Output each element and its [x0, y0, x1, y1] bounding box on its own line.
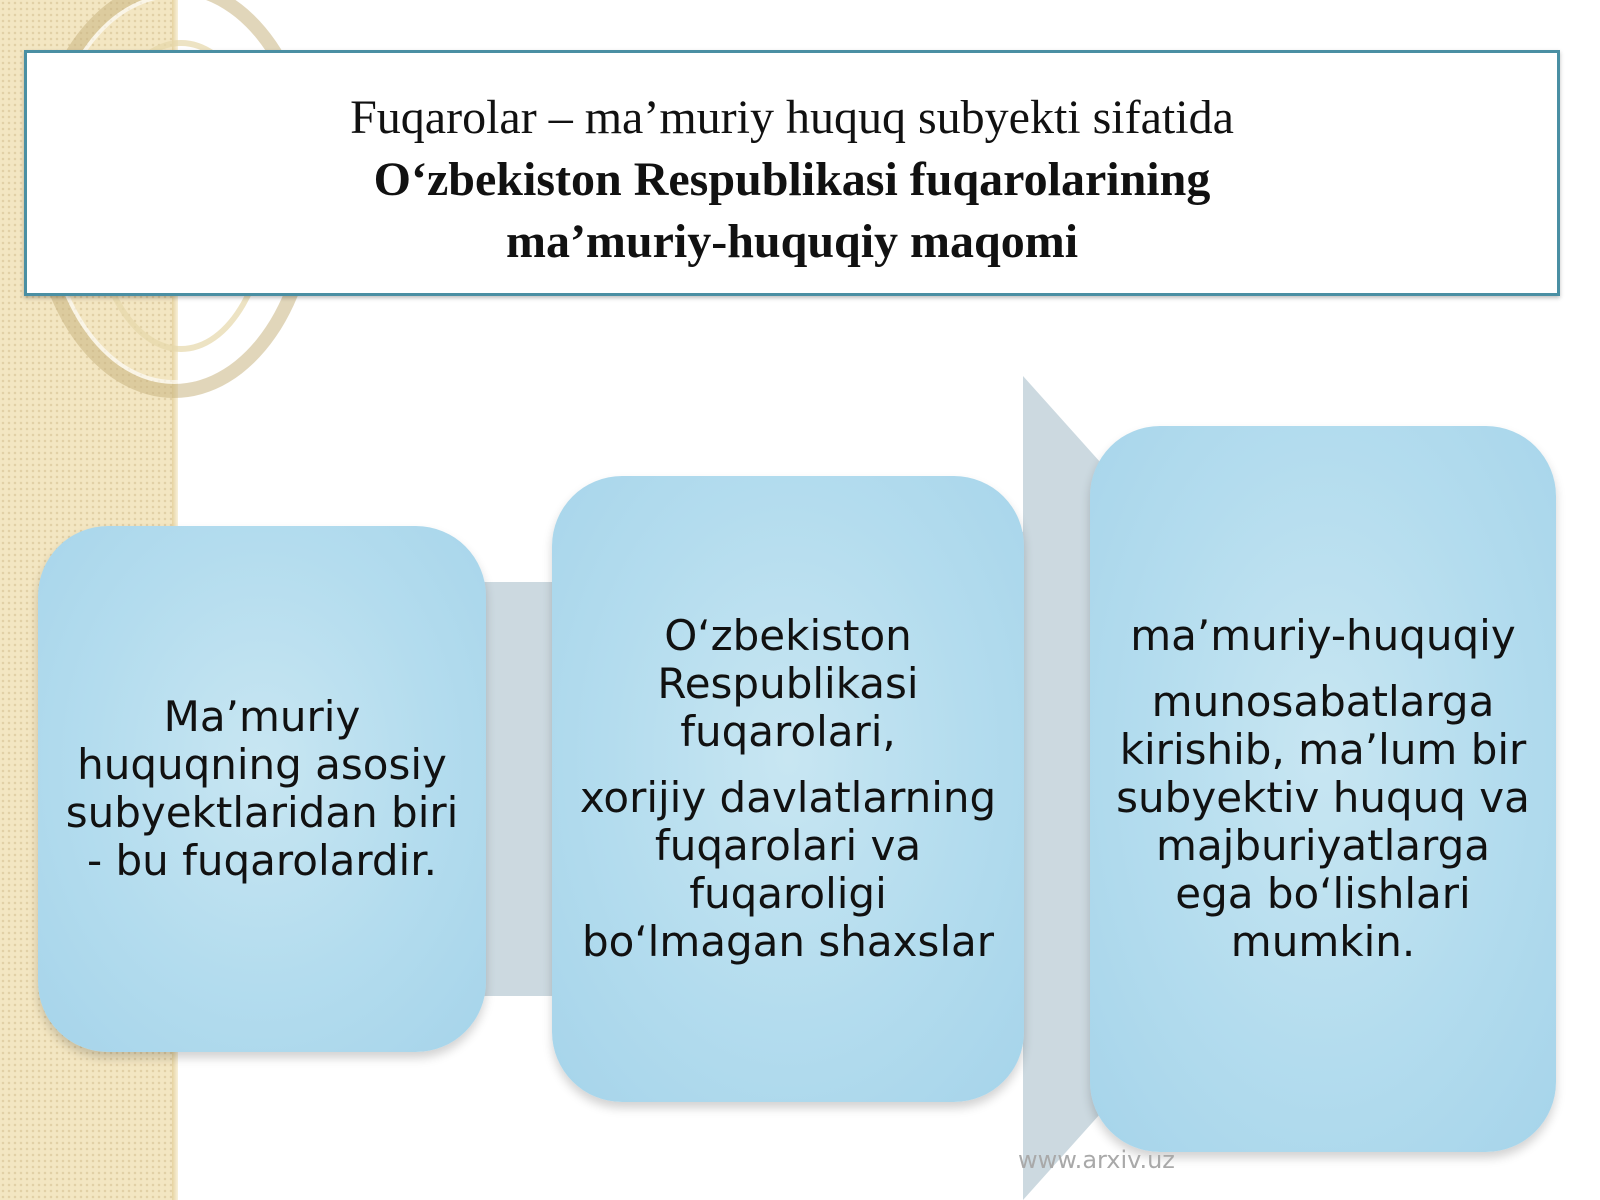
card-citizens-main-subjects — [38, 526, 486, 1052]
title-box — [24, 50, 1560, 296]
title-line-1: Fuqarolar – ma’muriy huquq subyekti sifatida — [350, 91, 1234, 144]
card-legal-relations — [1090, 426, 1556, 1152]
card-2-text-1: O‘zbekiston Respublikasi fuqarolari, — [657, 611, 919, 756]
card-1-text: Ma’muriy huquqning asosiy subyektlaridan biri - bu fuqarolardir. — [65, 692, 459, 885]
card-3-text-1: ma’muriy-huquqiy — [1130, 611, 1516, 660]
card-3-text-2: munosabatlarga kirishib, ma’lum bir subyektiv huquq va majburiyatlarga ega bo‘lishlari mumkin. — [1116, 677, 1530, 966]
card-2-text-2: xorijiy davlatlarning fuqarolari va fuqaroligi bo‘lmagan shaxslar — [579, 773, 997, 966]
title-line-2: O‘zbekiston Respublikasi fuqarolarining — [373, 153, 1211, 206]
watermark: www.arxiv.uz — [1018, 1146, 1175, 1174]
title-line-3: ma’muriy-huquqiy maqomi — [505, 215, 1079, 268]
card-citizen-categories — [552, 476, 1024, 1102]
